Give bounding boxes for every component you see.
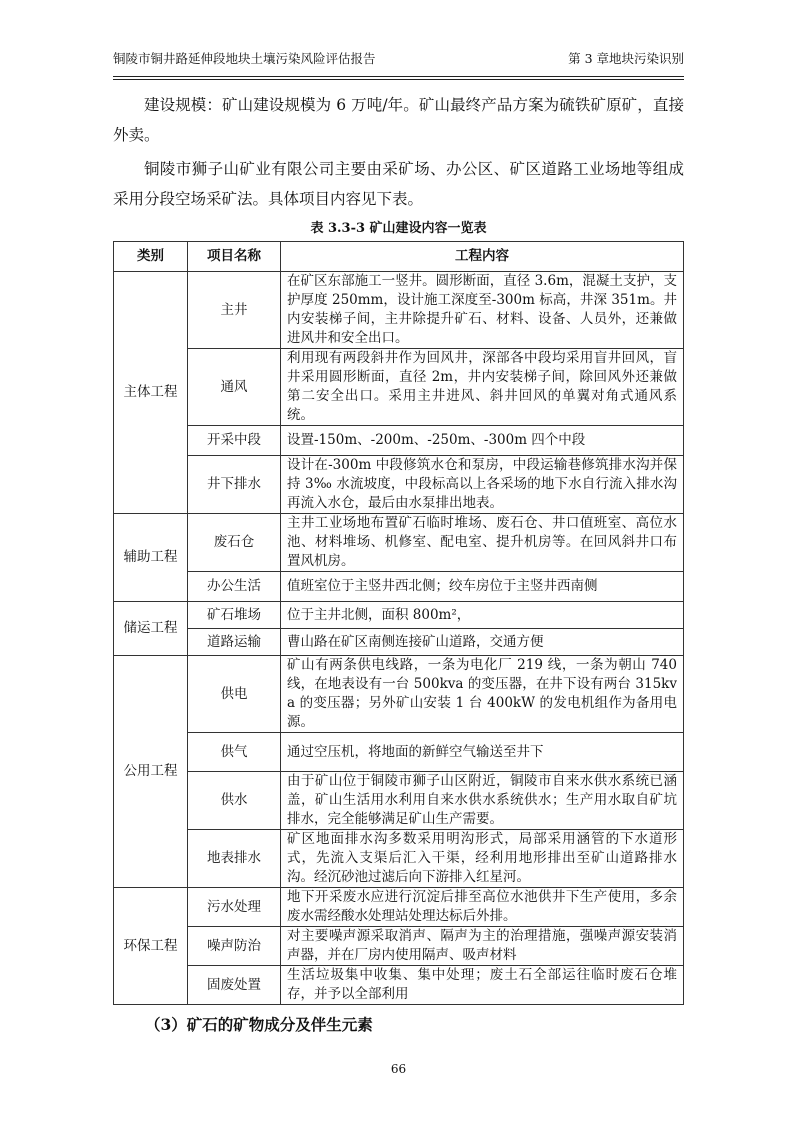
item-content: 由于矿山位于铜陵市狮子山区附近，铜陵市自来水供水系统已涵盖，矿山生活用水利用自来水供水系统供水；生产用水取自矿坑排水，完全能够满足矿山生产需要。 xyxy=(281,772,684,830)
item-name: 通风 xyxy=(188,349,281,426)
item-content: 在矿区东部施工一竖井。圆形断面，直径 3.6m，混凝土支护，支护厚度 250mm，设计施工深度至-300m 标高，井深 351m。井内安装梯子间，主井除提升矿石、材料、设备、人员外，还兼做进风井和安全出口。 xyxy=(281,272,684,349)
category-cell: 环保工程 xyxy=(114,888,188,1005)
table-row xyxy=(114,426,684,456)
item-name: 固废处置 xyxy=(188,966,281,1005)
table-row xyxy=(114,514,684,572)
item-content: 通过空压机，将地面的新鲜空气输送至井下 xyxy=(281,733,684,772)
item-content: 地下开采废水应进行沉淀后排至高位水池供井下生产使用，多余废水需经酸水处理站处理达标后外排。 xyxy=(281,888,684,927)
table-row xyxy=(114,772,684,830)
item-name: 供水 xyxy=(188,772,281,830)
item-name: 地表排水 xyxy=(188,830,281,888)
category-cell: 公用工程 xyxy=(114,656,188,888)
item-name: 道路运输 xyxy=(188,629,281,656)
item-content: 生活垃圾集中收集、集中处理；废土石全部运往临时废石仓堆存，并予以全部利用 xyxy=(281,966,684,1005)
item-content: 对主要噪声源采取消声、隔声为主的治理措施，强噪声源安装消声器，并在厂房内使用隔声、吸声材料 xyxy=(281,927,684,966)
item-name: 噪声防治 xyxy=(188,927,281,966)
item-content: 设置-150m、-200m、-250m、-300m 四个中段 xyxy=(281,426,684,456)
header-item-name: 项目名称 xyxy=(188,242,281,272)
header-content: 工程内容 xyxy=(281,242,684,272)
item-content: 值班室位于主竖井西北侧；绞车房位于主竖井西南侧 xyxy=(281,572,684,602)
category-cell: 储运工程 xyxy=(114,602,188,656)
table-row xyxy=(114,602,684,629)
table-row xyxy=(114,733,684,772)
table-row xyxy=(114,888,684,927)
header-category: 类别 xyxy=(114,242,188,272)
item-content: 位于主井北侧，面积 800m²， xyxy=(281,602,684,629)
item-content: 设计在-300m 中段修筑水仓和泵房，中段运输巷修筑排水沟并保持 3‰ 水流坡度，中段标高以上各采场的地下水自行流入排水沟再流入水仓，最后由水泵排出地表。 xyxy=(281,456,684,514)
table-caption: 表 3.3-3 矿山建设内容一览表 xyxy=(310,221,487,236)
item-name: 废石仓 xyxy=(188,514,281,572)
paragraph-scale: 建设规模：矿山建设规模为 6 万吨/年。矿山最终产品方案为硫铁矿原矿，直接外卖。 xyxy=(113,96,684,144)
item-content: 利用现有两段斜井作为回风井，深部各中段均采用盲井回风，盲井采用圆形断面，直径 2m，井内安装梯子间，除回风外还兼做第二安全出口。采用主井进风、斜井回风的单翼对角式通风系统。 xyxy=(281,349,684,426)
table-header-row xyxy=(114,242,684,272)
table-row xyxy=(114,349,684,426)
mine-construction-table xyxy=(113,241,684,1005)
table-row xyxy=(114,272,684,349)
item-content: 矿山有两条供电线路，一条为电化厂 219 线，一条为朝山 740 线，在地表设有一台 500kva 的变压器，在井下设有两台 315kva 的变压器；另外矿山安装 1 台 400kW 的发电机组作为备用电源。 xyxy=(281,656,684,733)
item-name: 供电 xyxy=(188,656,281,733)
paragraph-company: 铜陵市狮子山矿业有限公司主要由采矿场、办公区、矿区道路工业场地等组成采用分段空场采矿法。具体项目内容见下表。 xyxy=(113,160,684,208)
category-cell: 主体工程 xyxy=(114,272,188,514)
page-number: 66 xyxy=(390,1062,407,1076)
header-rule-thin xyxy=(113,79,684,80)
section-subheading: （3）矿石的矿物成分及伴生元素 xyxy=(145,1015,373,1034)
table-row xyxy=(114,629,684,656)
item-name: 办公生活 xyxy=(188,572,281,602)
header-report-title: 铜陵市铜井路延伸段地块土壤污染风险评估报告 xyxy=(113,51,376,66)
header-chapter: 第 3 章地块污染识别 xyxy=(568,51,684,66)
item-content: 主井工业场地布置矿石临时堆场、废石仓、井口值班室、高位水池、材料堆场、机修室、配电室、提升机房等。在回风斜井口布置风机房。 xyxy=(281,514,684,572)
item-name: 井下排水 xyxy=(188,456,281,514)
table-row xyxy=(114,456,684,514)
item-content: 矿区地面排水沟多数采用明沟形式，局部采用涵管的下水道形式，先流入支渠后汇入干渠，经利用地形排出至矿山道路排水沟。经沉砂池过滤后向下游排入红星河。 xyxy=(281,830,684,888)
running-header xyxy=(113,50,684,77)
table-row xyxy=(114,830,684,888)
item-content: 曹山路在矿区南侧连接矿山道路，交通方便 xyxy=(281,629,684,656)
table-row xyxy=(114,656,684,733)
item-name: 供气 xyxy=(188,733,281,772)
item-name: 主井 xyxy=(188,272,281,349)
item-name: 开采中段 xyxy=(188,426,281,456)
category-cell: 辅助工程 xyxy=(114,514,188,602)
table-row xyxy=(114,966,684,1005)
item-name: 污水处理 xyxy=(188,888,281,927)
table-row xyxy=(114,572,684,602)
item-name: 矿石堆场 xyxy=(188,602,281,629)
page-content xyxy=(113,50,684,1077)
table-row xyxy=(114,927,684,966)
